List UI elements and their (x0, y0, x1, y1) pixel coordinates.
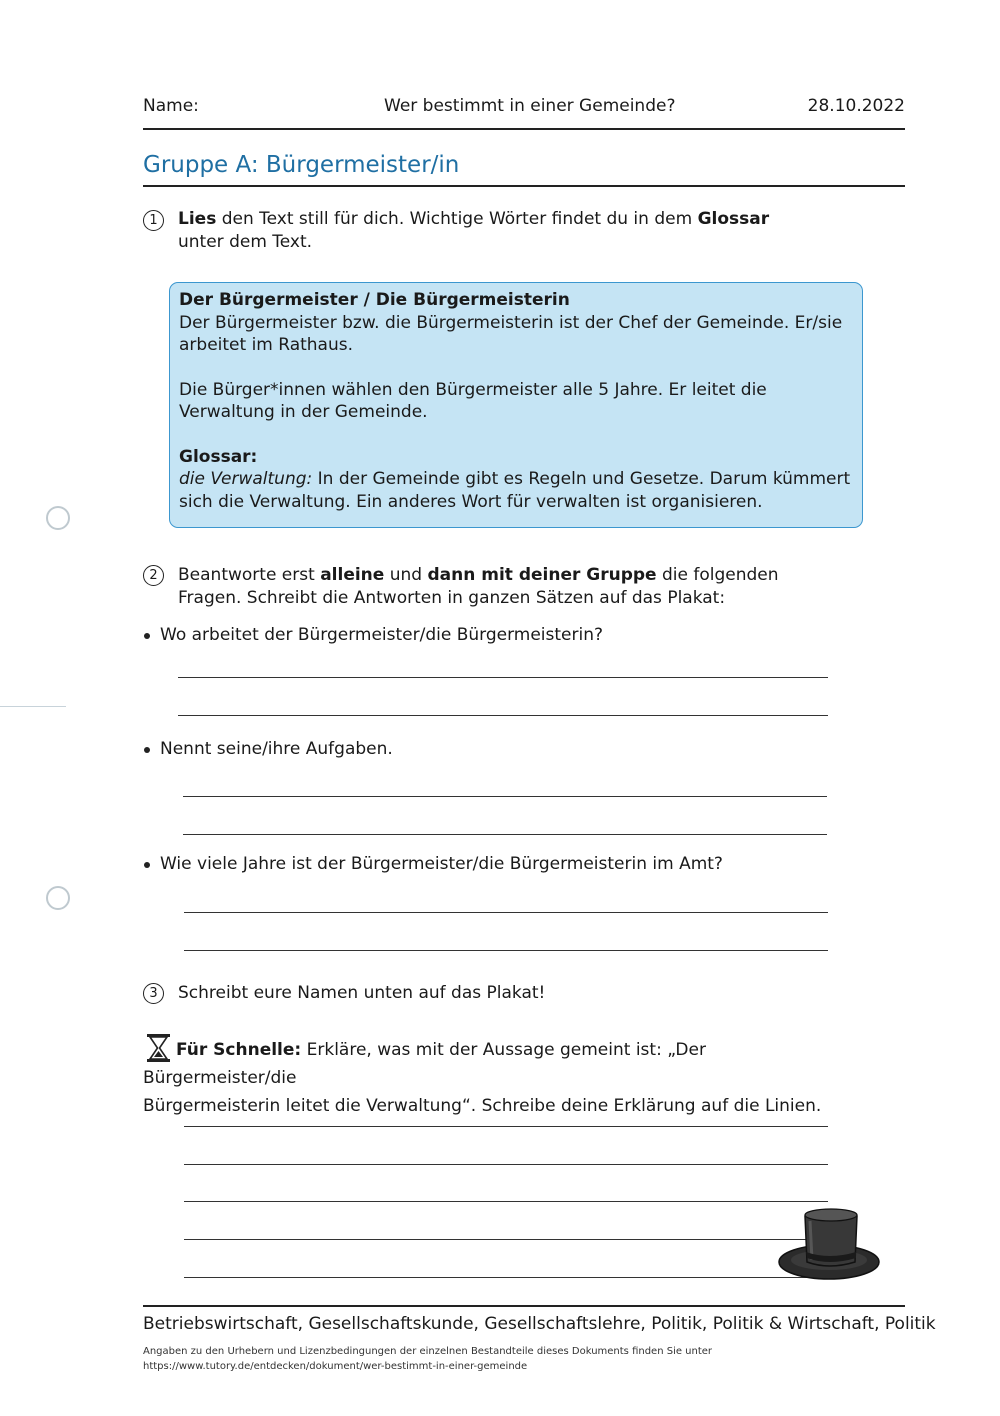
answer-line[interactable] (178, 715, 828, 716)
bullet-icon (144, 633, 150, 639)
glossary-heading: Glossar: (179, 446, 258, 467)
answer-line[interactable] (183, 834, 827, 835)
task2-text-b: und (384, 565, 428, 585)
info-box-paragraph-2: Die Bürger*innen wählen den Bürgermeister alle 5 Jahre. Er leitet die Verwaltung in der Gemeinde. (179, 379, 767, 422)
answer-line[interactable] (184, 1201, 828, 1202)
info-box (169, 282, 863, 528)
footer-credits-text: Angaben zu den Urhebern und Lizenzbedingungen der einzelnen Bestandteile dieses Dokuments finden Sie unter (143, 1346, 713, 1357)
bullet-icon (144, 747, 150, 753)
task-number-3: 3 (143, 983, 164, 1004)
top-hat-illustration (776, 1206, 882, 1284)
info-box-paragraph-1: Der Bürgermeister bzw. die Bürgermeisterin ist der Chef der Gemeinde. Er/sie arbeitet im Rathaus. (179, 312, 843, 355)
answer-line[interactable] (184, 1164, 828, 1165)
punch-hole-top (46, 506, 70, 530)
question-1: Wo arbeitet der Bürgermeister/die Bürgermeisterin? (160, 625, 604, 645)
section-title: Gruppe A: Bürgermeister/in (143, 152, 460, 178)
answer-line[interactable] (183, 796, 827, 797)
task2-bold-group: dann mit deiner Gruppe (427, 565, 657, 585)
bonus-label: Für Schnelle: (176, 1040, 302, 1060)
question-3: Wie viele Jahre ist der Bürgermeister/die Bürgermeisterin im Amt? (160, 854, 723, 874)
bullet-icon (144, 862, 150, 868)
header-rule (143, 128, 905, 130)
task1-bold-glossary: Glossar (697, 209, 770, 229)
task1-text: den Text still für dich. Wichtige Wörter findet du in dem (216, 209, 698, 229)
task1-instruction (178, 208, 858, 254)
answer-line[interactable] (184, 912, 828, 913)
task2-text-a: Beantworte erst (178, 565, 321, 585)
answer-line[interactable] (184, 1277, 828, 1278)
punch-hole-bottom (46, 886, 70, 910)
title-rule (143, 185, 905, 187)
worksheet-title: Wer bestimmt in einer Gemeinde? (384, 96, 676, 116)
fold-mark (0, 706, 66, 707)
bonus-text-2: Bürgermeisterin leitet die Verwaltung“. Schreibe deine Erklärung auf die Linien. (143, 1096, 822, 1116)
footer-credits (143, 1344, 712, 1374)
task2-bold-alone: alleine (320, 565, 385, 585)
bonus-text-1: Erkläre, was mit der Aussage gemeint ist: „Der Bürgermeister/die (143, 1040, 706, 1088)
answer-line[interactable] (184, 1239, 828, 1240)
question-2: Nennt seine/ihre Aufgaben. (160, 739, 393, 759)
glossary-term: die Verwaltung: (179, 469, 313, 489)
task2-text-c: die folgenden (656, 565, 779, 585)
name-label: Name: (143, 96, 199, 116)
answer-line[interactable] (184, 950, 828, 951)
task3-instruction: Schreibt eure Namen unten auf das Plakat! (178, 983, 546, 1003)
answer-line[interactable] (184, 1126, 828, 1127)
glossary-entry (179, 468, 852, 513)
task2-text-line2: Fragen. Schreibt die Antworten in ganzen Sätzen auf das Plakat: (178, 588, 726, 608)
worksheet-date: 28.10.2022 (807, 96, 905, 116)
task2-instruction (178, 564, 878, 610)
task1-text-continued: unter dem Text. (178, 232, 313, 252)
footer-credits-link[interactable]: https://www.tutory.de/entdecken/dokument/wer-bestimmt-in-einer-gemeinde (143, 1361, 528, 1372)
task1-bold-read: Lies (178, 209, 217, 229)
answer-line[interactable] (178, 677, 828, 678)
glossary-definition: In der Gemeinde gibt es Regeln und Gesetze. Darum kümmert sich die Verwaltung. Ein anderes Wort für verwalten ist organisieren. (179, 469, 851, 512)
footer-subjects: Betriebswirtschaft, Gesellschaftskunde, Gesellschaftslehre, Politik, Politik & Wirtschaft, Politik (143, 1314, 936, 1334)
bonus-task (143, 1036, 863, 1120)
task-number-1: 1 (143, 210, 164, 231)
footer-rule (143, 1305, 905, 1307)
task-number-2: 2 (143, 565, 164, 586)
info-box-heading: Der Bürgermeister / Die Bürgermeisterin (179, 290, 570, 310)
